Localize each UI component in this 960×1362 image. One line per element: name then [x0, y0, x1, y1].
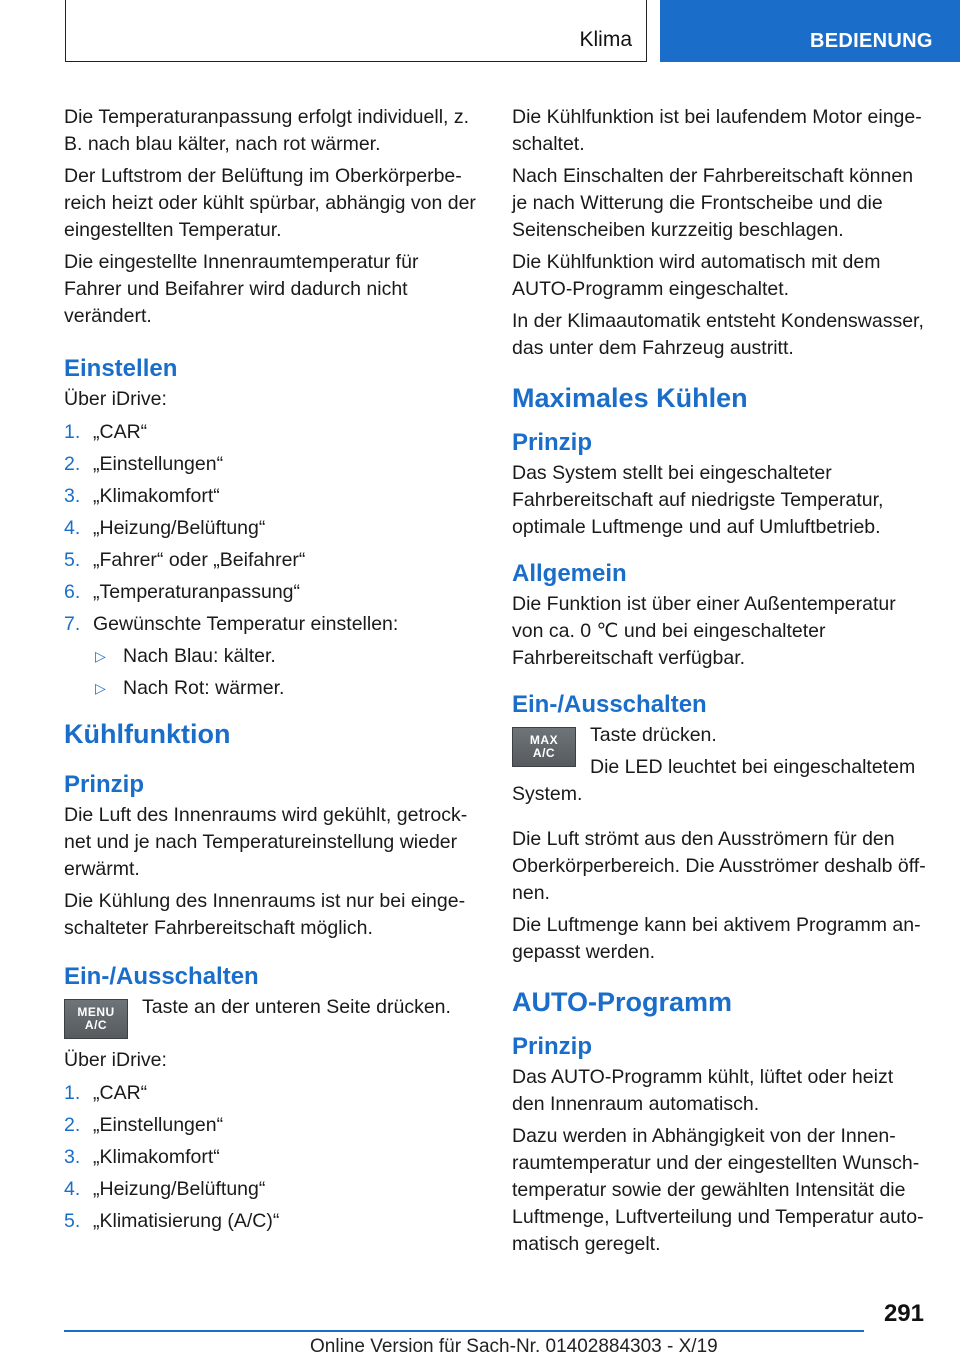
step-text: „Klimatisierung (A/C)“ [93, 1210, 280, 1232]
heading-kuehlfunktion: Kühlfunktion [64, 719, 231, 749]
button-instruction [64, 994, 479, 1039]
sub-item-text: Nach Rot: wärmer. [123, 677, 285, 699]
chapter-tab[interactable]: BEDIENUNG [660, 0, 960, 62]
section-title: Klima [579, 28, 632, 51]
step-text: „CAR“ [93, 1082, 148, 1104]
heading-prinzip: Prinzip [64, 771, 145, 798]
left-column [64, 104, 479, 1243]
paragraph: Nach Einschalten der Fahrbereitschaft können je nach Witterung die Frontscheibe und die Seitenscheiben kurzzeitig beschlagen. [512, 165, 914, 241]
paragraph: Über iDrive: [64, 1049, 167, 1071]
heading-prinzip: Prinzip [512, 429, 593, 456]
list-item [64, 579, 479, 606]
paragraph: Taste drücken. [590, 724, 717, 746]
list-item [64, 419, 479, 446]
sub-list [93, 643, 479, 702]
sub-list-item [93, 675, 479, 702]
heading-einstellen: Einstellen [64, 355, 178, 382]
paragraph: Der Luftstrom der Belüftung im Oberkörperbereich heizt oder kühlt spürbar, abhängig von der eingestellten Temperatur. [64, 165, 476, 241]
button-icon-label: MAX [529, 733, 559, 747]
step-text: „Heizung/Belüftung“ [93, 1178, 266, 1200]
step-text: „Klimakomfort“ [93, 485, 220, 507]
step-number: 4. [64, 1178, 81, 1200]
button-icon-label: A/C [84, 1018, 108, 1032]
menu-ac-button-icon [64, 999, 128, 1039]
paragraph: Die Kühlung des Innenraums ist nur bei eingeschalteter Fahrbereitschaft möglich. [64, 890, 466, 939]
paragraph: Die Luft des Innenraums wird gekühlt, getrocknet und je nach Temperatureinstellung wieder erwärmt. [64, 804, 468, 880]
button-instruction-text [142, 994, 451, 1026]
step-number: 1. [64, 421, 81, 443]
button-instruction [512, 722, 930, 781]
step-text: Gewünschte Temperatur einstellen: [93, 613, 399, 635]
heading-ein-ausschalten: Ein-/Ausschalten [64, 963, 259, 990]
list-item [64, 483, 479, 510]
paragraph: Die eingestellte Innenraumtemperatur für Fahrer und Beifahrer wird dadurch nicht verändert. [64, 251, 419, 327]
step-text: „Fahrer“ oder „Beifahrer“ [93, 549, 306, 571]
step-text: „Einstellungen“ [93, 453, 224, 475]
footer-text: Online Version für Sach-Nr. 01402884303 - X/19 [310, 1336, 718, 1357]
list-item [64, 1080, 479, 1107]
paragraph: Dazu werden in Abhängigkeit von der Innenraumtemperatur und der eingestellten Wunschtemperatur sowie der gewählten Intensität die Luftmenge, Luftverteilung und Temperatur automatisch geregelt. [512, 1125, 924, 1255]
paragraph: Über iDrive: [64, 388, 167, 410]
list-item [64, 1176, 479, 1203]
heading-maximales-kuehlen: Maximales Kühlen [512, 383, 748, 413]
step-number: 6. [64, 581, 81, 603]
step-text: „CAR“ [93, 421, 148, 443]
triangle-bullet-icon: ▷ [95, 648, 106, 664]
heading-auto-programm: AUTO-Programm [512, 987, 733, 1017]
list-item [64, 611, 479, 702]
step-text: „Temperaturanpassung“ [93, 581, 301, 603]
step-number: 3. [64, 1146, 81, 1168]
sub-list-item [93, 643, 479, 670]
step-number: 4. [64, 517, 81, 539]
paragraph: Die LED leuchtet bei eingeschaltetem [590, 756, 916, 778]
list-item [64, 451, 479, 478]
paragraph: Die Temperaturanpassung erfolgt individuell, z. B. nach blau kälter, nach rot wärmer. [64, 106, 470, 155]
heading-ein-ausschalten: Ein-/Ausschalten [512, 691, 707, 718]
steps-list-einstellen [64, 419, 479, 702]
paragraph: System. [512, 783, 583, 805]
page-number: 291 [883, 1300, 924, 1327]
header-frame [65, 0, 647, 62]
paragraph: Die Kühlfunktion wird automatisch mit dem AUTO-Programm eingeschaltet. [512, 251, 881, 300]
paragraph: Taste an der unteren Seite drücken. [142, 996, 451, 1018]
step-number: 2. [64, 1114, 81, 1136]
footer-divider [64, 1330, 864, 1332]
step-number: 5. [64, 549, 81, 571]
paragraph: Das System stellt bei eingeschalteter Fahrbereitschaft auf niedrigste Temperatur, optimale Luftmenge und auf Umluftbetrieb. [512, 462, 884, 538]
step-number: 3. [64, 485, 81, 507]
paragraph: Die Kühlfunktion ist bei laufendem Motor eingeschaltet. [512, 106, 922, 155]
step-number: 5. [64, 1210, 81, 1232]
button-icon-label: MENU [77, 1005, 115, 1019]
paragraph: In der Klimaautomatik entsteht Kondenswasser, das unter dem Fahrzeug austritt. [512, 310, 924, 359]
list-item [64, 1112, 479, 1139]
paragraph: Die Funktion ist über einer Außentemperatur von ca. 0 ℃ und bei eingeschalteter Fahrbereitschaft verfügbar. [512, 593, 896, 669]
heading-allgemein: Allgemein [512, 560, 627, 587]
paragraph: Das AUTO-Programm kühlt, lüftet oder heizt den Innenraum automatisch. [512, 1066, 894, 1115]
steps-list-klimatisierung [64, 1080, 479, 1235]
sub-item-text: Nach Blau: kälter. [123, 645, 276, 667]
step-number: 1. [64, 1082, 81, 1104]
paragraph: Die Luftmenge kann bei aktivem Programm angepasst werden. [512, 914, 921, 963]
list-item [64, 1144, 479, 1171]
step-number: 2. [64, 453, 81, 475]
triangle-bullet-icon: ▷ [95, 680, 106, 696]
list-item [64, 547, 479, 574]
step-number: 7. [64, 613, 81, 635]
button-instruction-text [590, 722, 915, 781]
heading-prinzip: Prinzip [512, 1033, 593, 1060]
right-column [512, 104, 930, 1263]
step-text: „Klimakomfort“ [93, 1146, 220, 1168]
list-item [64, 515, 479, 542]
paragraph: Die Luft strömt aus den Ausströmern für den Oberkörperbereich. Die Ausströmer deshalb öffnen. [512, 828, 926, 904]
max-ac-button-icon [512, 727, 576, 767]
step-text: „Heizung/Belüftung“ [93, 517, 266, 539]
list-item [64, 1208, 479, 1235]
button-icon-label: A/C [532, 746, 556, 760]
step-text: „Einstellungen“ [93, 1114, 224, 1136]
